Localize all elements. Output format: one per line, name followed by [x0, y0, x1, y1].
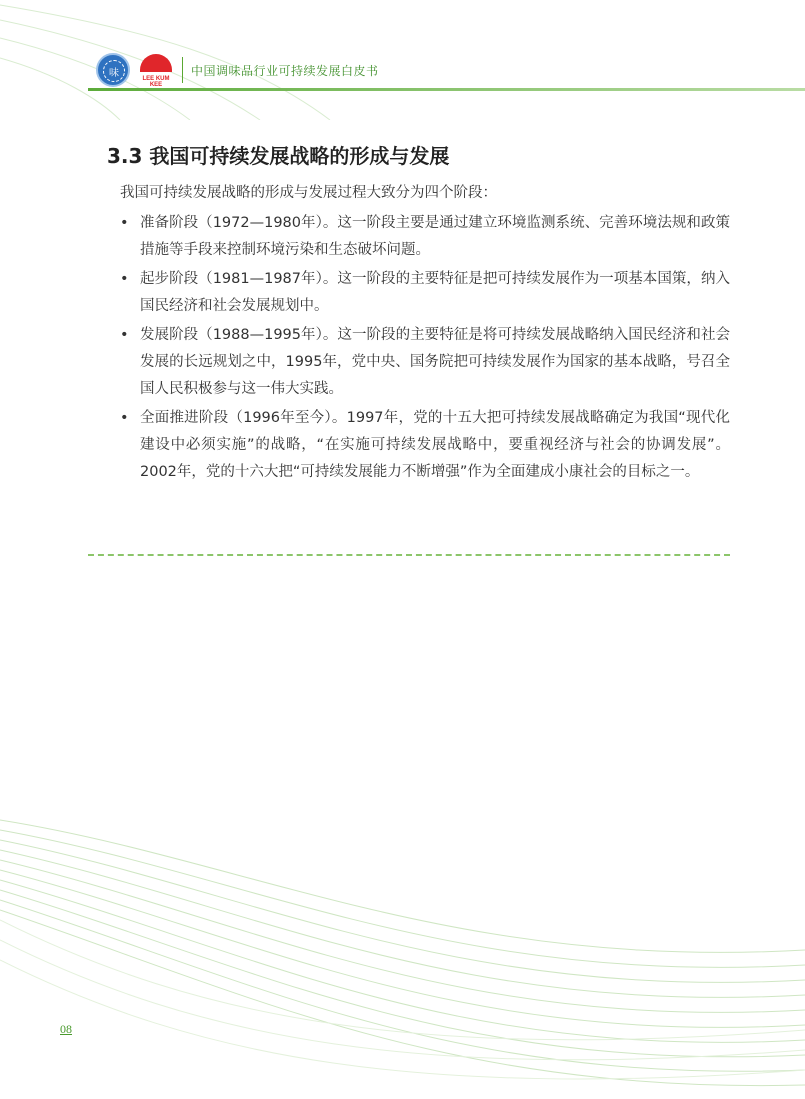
association-logo-glyph: 味	[103, 60, 125, 82]
publication-title: 中国调味品行业可持续发展白皮书	[191, 63, 379, 78]
stage-list	[120, 210, 730, 488]
lee-kum-kee-logo	[136, 52, 176, 88]
bullet-icon: •	[120, 271, 129, 287]
stage-text: 全面推进阶段（1996年至今）。1997年，党的十五大把可持续发展战略确定为我国“现代化建设中必须实施”的战略，“在实施可持续发展战略中，要重视经济与社会的协调发展”。2002年，党的十六大把“可持续发展能力不断增强”作为全面建成小康社会的目标之一。	[140, 410, 730, 480]
stage-text: 起步阶段（1981—1987年）。这一阶段的主要特征是把可持续发展作为一项基本国策，纳入国民经济和社会发展规划中。	[140, 271, 730, 314]
bullet-icon: •	[120, 327, 129, 343]
section-intro: 我国可持续发展战略的形成与发展过程大致分为四个阶段：	[120, 185, 497, 201]
stage-text: 发展阶段（1988—1995年）。这一阶段的主要特征是将可持续发展战略纳入国民经济和社会发展的长远规划之中，1995年，党中央、国务院把可持续发展作为国家的基本战略，号召全国人民积极参与这一伟大实践。	[140, 327, 730, 397]
association-logo	[96, 53, 130, 87]
page-header	[96, 50, 379, 90]
list-item	[120, 210, 730, 264]
list-item	[120, 266, 730, 320]
section-title: 3.3 我国可持续发展战略的形成与发展	[107, 144, 450, 168]
section-divider	[88, 554, 730, 556]
page-number: 08	[60, 1022, 72, 1036]
header-separator	[182, 57, 183, 83]
lee-kum-kee-logo-text: LEE KUM KEE	[142, 76, 170, 88]
bullet-icon: •	[120, 215, 129, 231]
list-item	[120, 405, 730, 486]
lee-kum-kee-logo-arc	[140, 54, 172, 72]
header-rule	[88, 88, 805, 91]
stage-text: 准备阶段（1972—1980年）。这一阶段主要是通过建立环境监测系统、完善环境法规和政策措施等手段来控制环境污染和生态破坏问题。	[140, 215, 730, 258]
list-item	[120, 322, 730, 403]
decorative-wave-bottom	[0, 800, 805, 1099]
bullet-icon: •	[120, 410, 129, 426]
